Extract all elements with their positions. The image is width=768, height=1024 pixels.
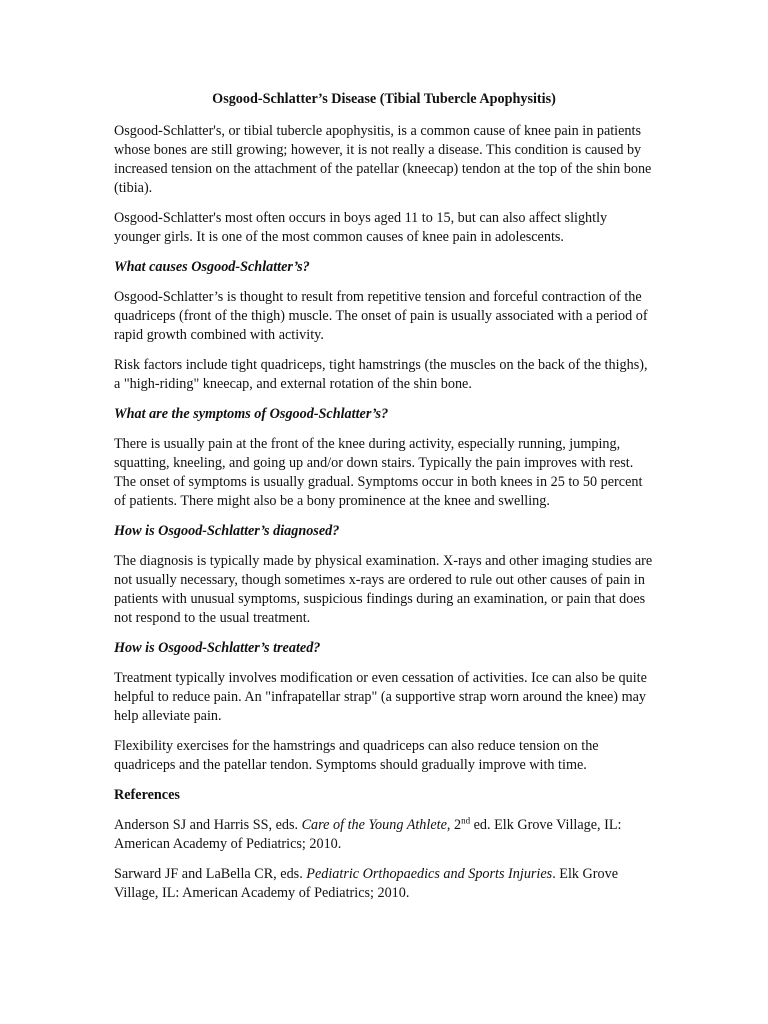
section-heading-diagnosis: How is Osgood-Schlatter’s diagnosed? (114, 523, 340, 539)
references-heading: References (114, 787, 180, 803)
causes-paragraph-1: Osgood-Schlatter’s is thought to result from repetitive tension and forceful contraction of the quadriceps (front of the thigh) muscle. The onset of pain is usually associated with a period of rapid growth combined with activity. (114, 289, 648, 343)
causes-paragraph-2: Risk factors include tight quadriceps, tight hamstrings (the muscles on the back of the thighs), a "high-riding" kneecap, and external rotation of the shin bone. (114, 357, 648, 392)
document-content (114, 90, 654, 903)
reference-1-publisher: ed. Elk Grove Village, IL: American Academy of Pediatrics; 2010. (114, 817, 622, 852)
section-heading-symptoms: What are the symptoms of Osgood-Schlatter’s? (114, 406, 389, 422)
symptoms-paragraph-1: There is usually pain at the front of the knee during activity, especially running, jumping, squatting, kneeling, and going up and/or down stairs. Typically the pain improves with rest. The onset of symptoms is usually gradual. Symptoms occur in both knees in 25 to 50 percent of patients. There might also be a bony prominence at the knee and swelling. (114, 436, 643, 509)
reference-2-publisher: . Elk Grove Village, IL: American Academy of Pediatrics; 2010. (114, 866, 619, 901)
document-title: Osgood-Schlatter’s Disease (Tibial Tubercle Apophysitis) (212, 91, 556, 107)
reference-1-edition-suffix: nd (461, 815, 471, 826)
section-heading-causes: What causes Osgood-Schlatter’s? (114, 259, 310, 275)
reference-1-book-title: Care of the Young Athlete (301, 817, 447, 833)
reference-2-authors: Sarward JF and LaBella CR, eds. (114, 866, 307, 882)
treatment-paragraph-2: Flexibility exercises for the hamstrings and quadriceps can also reduce tension on the quadriceps and the patellar tendon. Symptoms should gradually improve with time. (114, 738, 599, 773)
section-heading-treatment: How is Osgood-Schlatter’s treated? (114, 640, 321, 656)
reference-item-1 (114, 816, 654, 854)
intro-paragraph-1: Osgood-Schlatter's, or tibial tubercle apophysitis, is a common cause of knee pain in patients whose bones are still growing; however, it is not really a disease. This condition is caused by increased tension on the attachment of the patellar (kneecap) tendon at the top of the shin bone (tibia). (114, 123, 652, 196)
diagnosis-paragraph-1: The diagnosis is typically made by physical examination. X-rays and other imaging studies are not usually necessary, though sometimes x-rays are ordered to rule out other causes of pain in patients with unusual symptoms, suspicious findings during an examination, or pain that does not respond to the usual treatment. (114, 553, 653, 626)
intro-paragraph-2: Osgood-Schlatter's most often occurs in boys aged 11 to 15, but can also affect slightly younger girls. It is one of the most common causes of knee pain in adolescents. (114, 210, 608, 245)
reference-1-authors: Anderson SJ and Harris SS, eds. (114, 817, 302, 833)
reference-item-2 (114, 865, 654, 903)
treatment-paragraph-1: Treatment typically involves modification or even cessation of activities. Ice can also be quite helpful to reduce pain. An "infrapatellar strap" (a supportive strap worn around the knee) may help alleviate pain. (114, 670, 647, 724)
reference-2-book-title: Pediatric Orthopaedics and Sports Injuries (306, 866, 553, 882)
reference-1-edition: , 2 (446, 817, 462, 833)
